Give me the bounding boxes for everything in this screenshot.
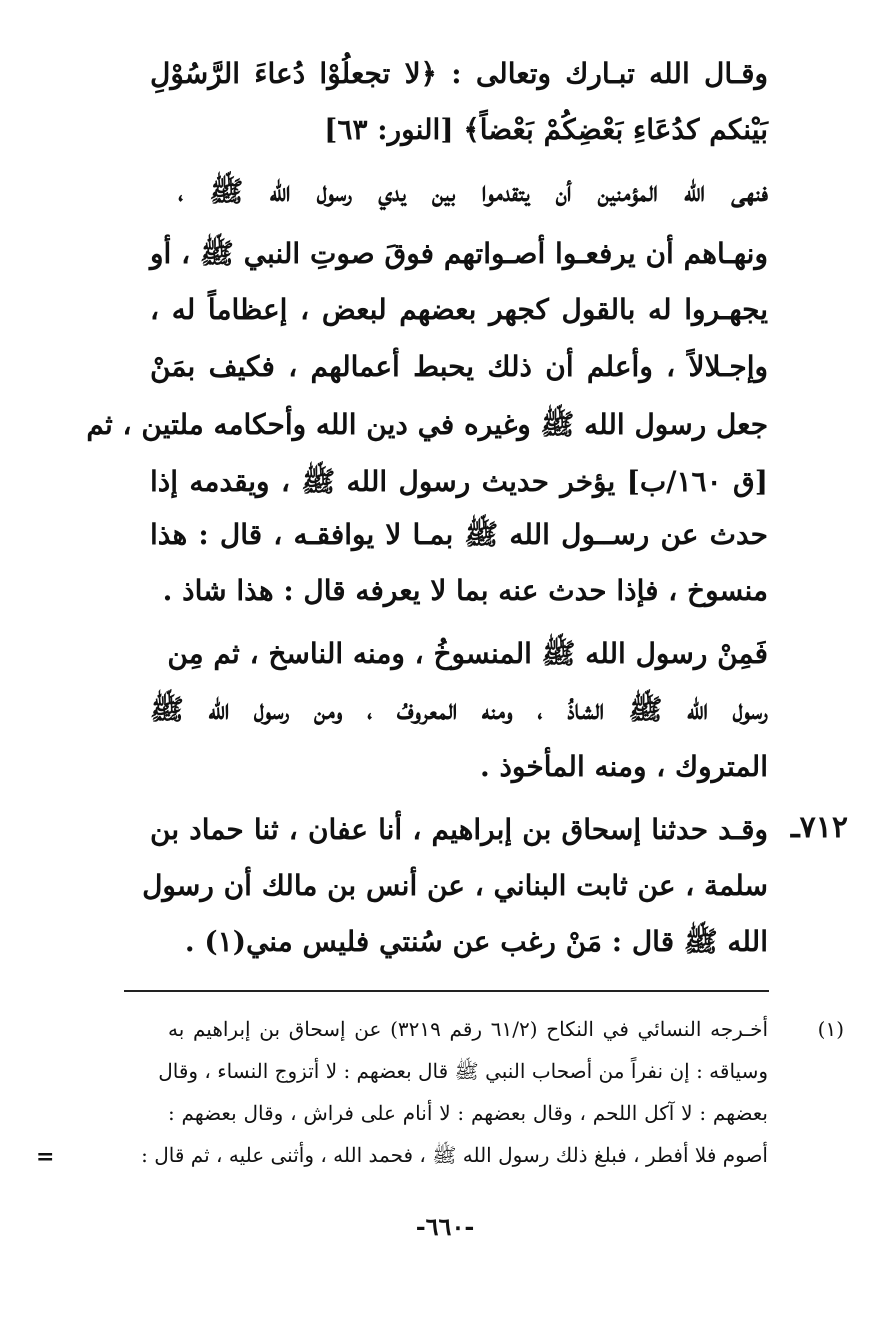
hadith-number: ٧١٢ـ: [790, 810, 848, 845]
text-line: المتروك ، ومنه المأخوذ .: [479, 750, 768, 783]
text-line: وإجـلالاً ، وأعلم أن ذلك يحبط أعمالهم ، فكيف بمَنْ: [150, 350, 768, 383]
text-line: رسول الله ﷺ الشاذُ ، ومنه المعروفُ ، ومن رسول الله ﷺ: [150, 693, 768, 726]
text-line: [ق ١٦٠/ب] يؤخر حديث رسول الله ﷺ ، ويقدمه إذا: [150, 465, 768, 498]
text-line: فنهى الله المؤمنين أن يتقدموا بين يدي رسول الله ﷺ ،: [178, 175, 768, 208]
page-number: -٦٦٠-: [415, 1212, 475, 1241]
text-line: فَمِنْ رسول الله ﷺ المنسوخُ ، ومنه الناسخ ، ثم مِن: [167, 637, 768, 670]
text-line: حدث عن رســول الله ﷺ بمـا لا يوافقـه ، قال : هذا: [150, 518, 768, 551]
text-line: منسوخ ، فإذا حدث عنه بما لا يعرفه قال : هذا شاذ .: [162, 574, 768, 607]
footnote-separator: [124, 990, 769, 992]
hadith-line: الله ﷺ قال : مَنْ رغب عن سُنتي فليس مني(١) .: [184, 925, 768, 958]
text-line: بَيْنكم كدُعَاءِ بَعْضِكُمْ بَعْضاً﴾ [النور: ٦٣]: [324, 113, 768, 146]
footnote-number: (١): [817, 1017, 844, 1041]
footnote-line: أصوم فلا أفطر ، فبلغ ذلك رسول الله ﷺ ، فحمد الله ، وأثنى عليه ، ثم قال :: [141, 1143, 768, 1167]
footnote-line: وسياقه : إن نفراً من أصحاب النبي ﷺ قال بعضهم : لا أتزوج النساء ، وقال: [158, 1059, 768, 1083]
continuation-mark: =: [36, 1144, 55, 1170]
footnote-line: أخـرجه النسائي في النكاح (٦١/٢ رقم ٣٢١٩) عن إسحاق بن إبراهيم به: [168, 1017, 769, 1041]
footnote-line: بعضهم : لا آكل اللحم ، وقال بعضهم : لا أنام على فراش ، وقال بعضهم :: [168, 1101, 768, 1125]
hadith-line: وقـد حدثنا إسحاق بن إبراهيم ، أنا عفان ، ثنا حماد بن: [150, 813, 768, 846]
hadith-line: سلمة ، عن ثابت البناني ، عن أنس بن مالك أن رسول: [142, 869, 768, 902]
text-line: يجهـروا له بالقول كجهر بعضهم لبعض ، إعظاماً له ،: [150, 293, 768, 326]
text-line: جعل رسول الله ﷺ وغيره في دين الله وأحكامه ملتين ، ثم: [86, 408, 768, 441]
text-line: ونهـاهم أن يرفعـوا أصـواتهم فوقَ صوتِ النبي ﷺ ، أو: [150, 237, 768, 270]
text-line: وقـال الله تبـارك وتعالى : ﴿لا تجعلُوْا دُعاءَ الرَّسُوْلِ: [150, 57, 768, 90]
